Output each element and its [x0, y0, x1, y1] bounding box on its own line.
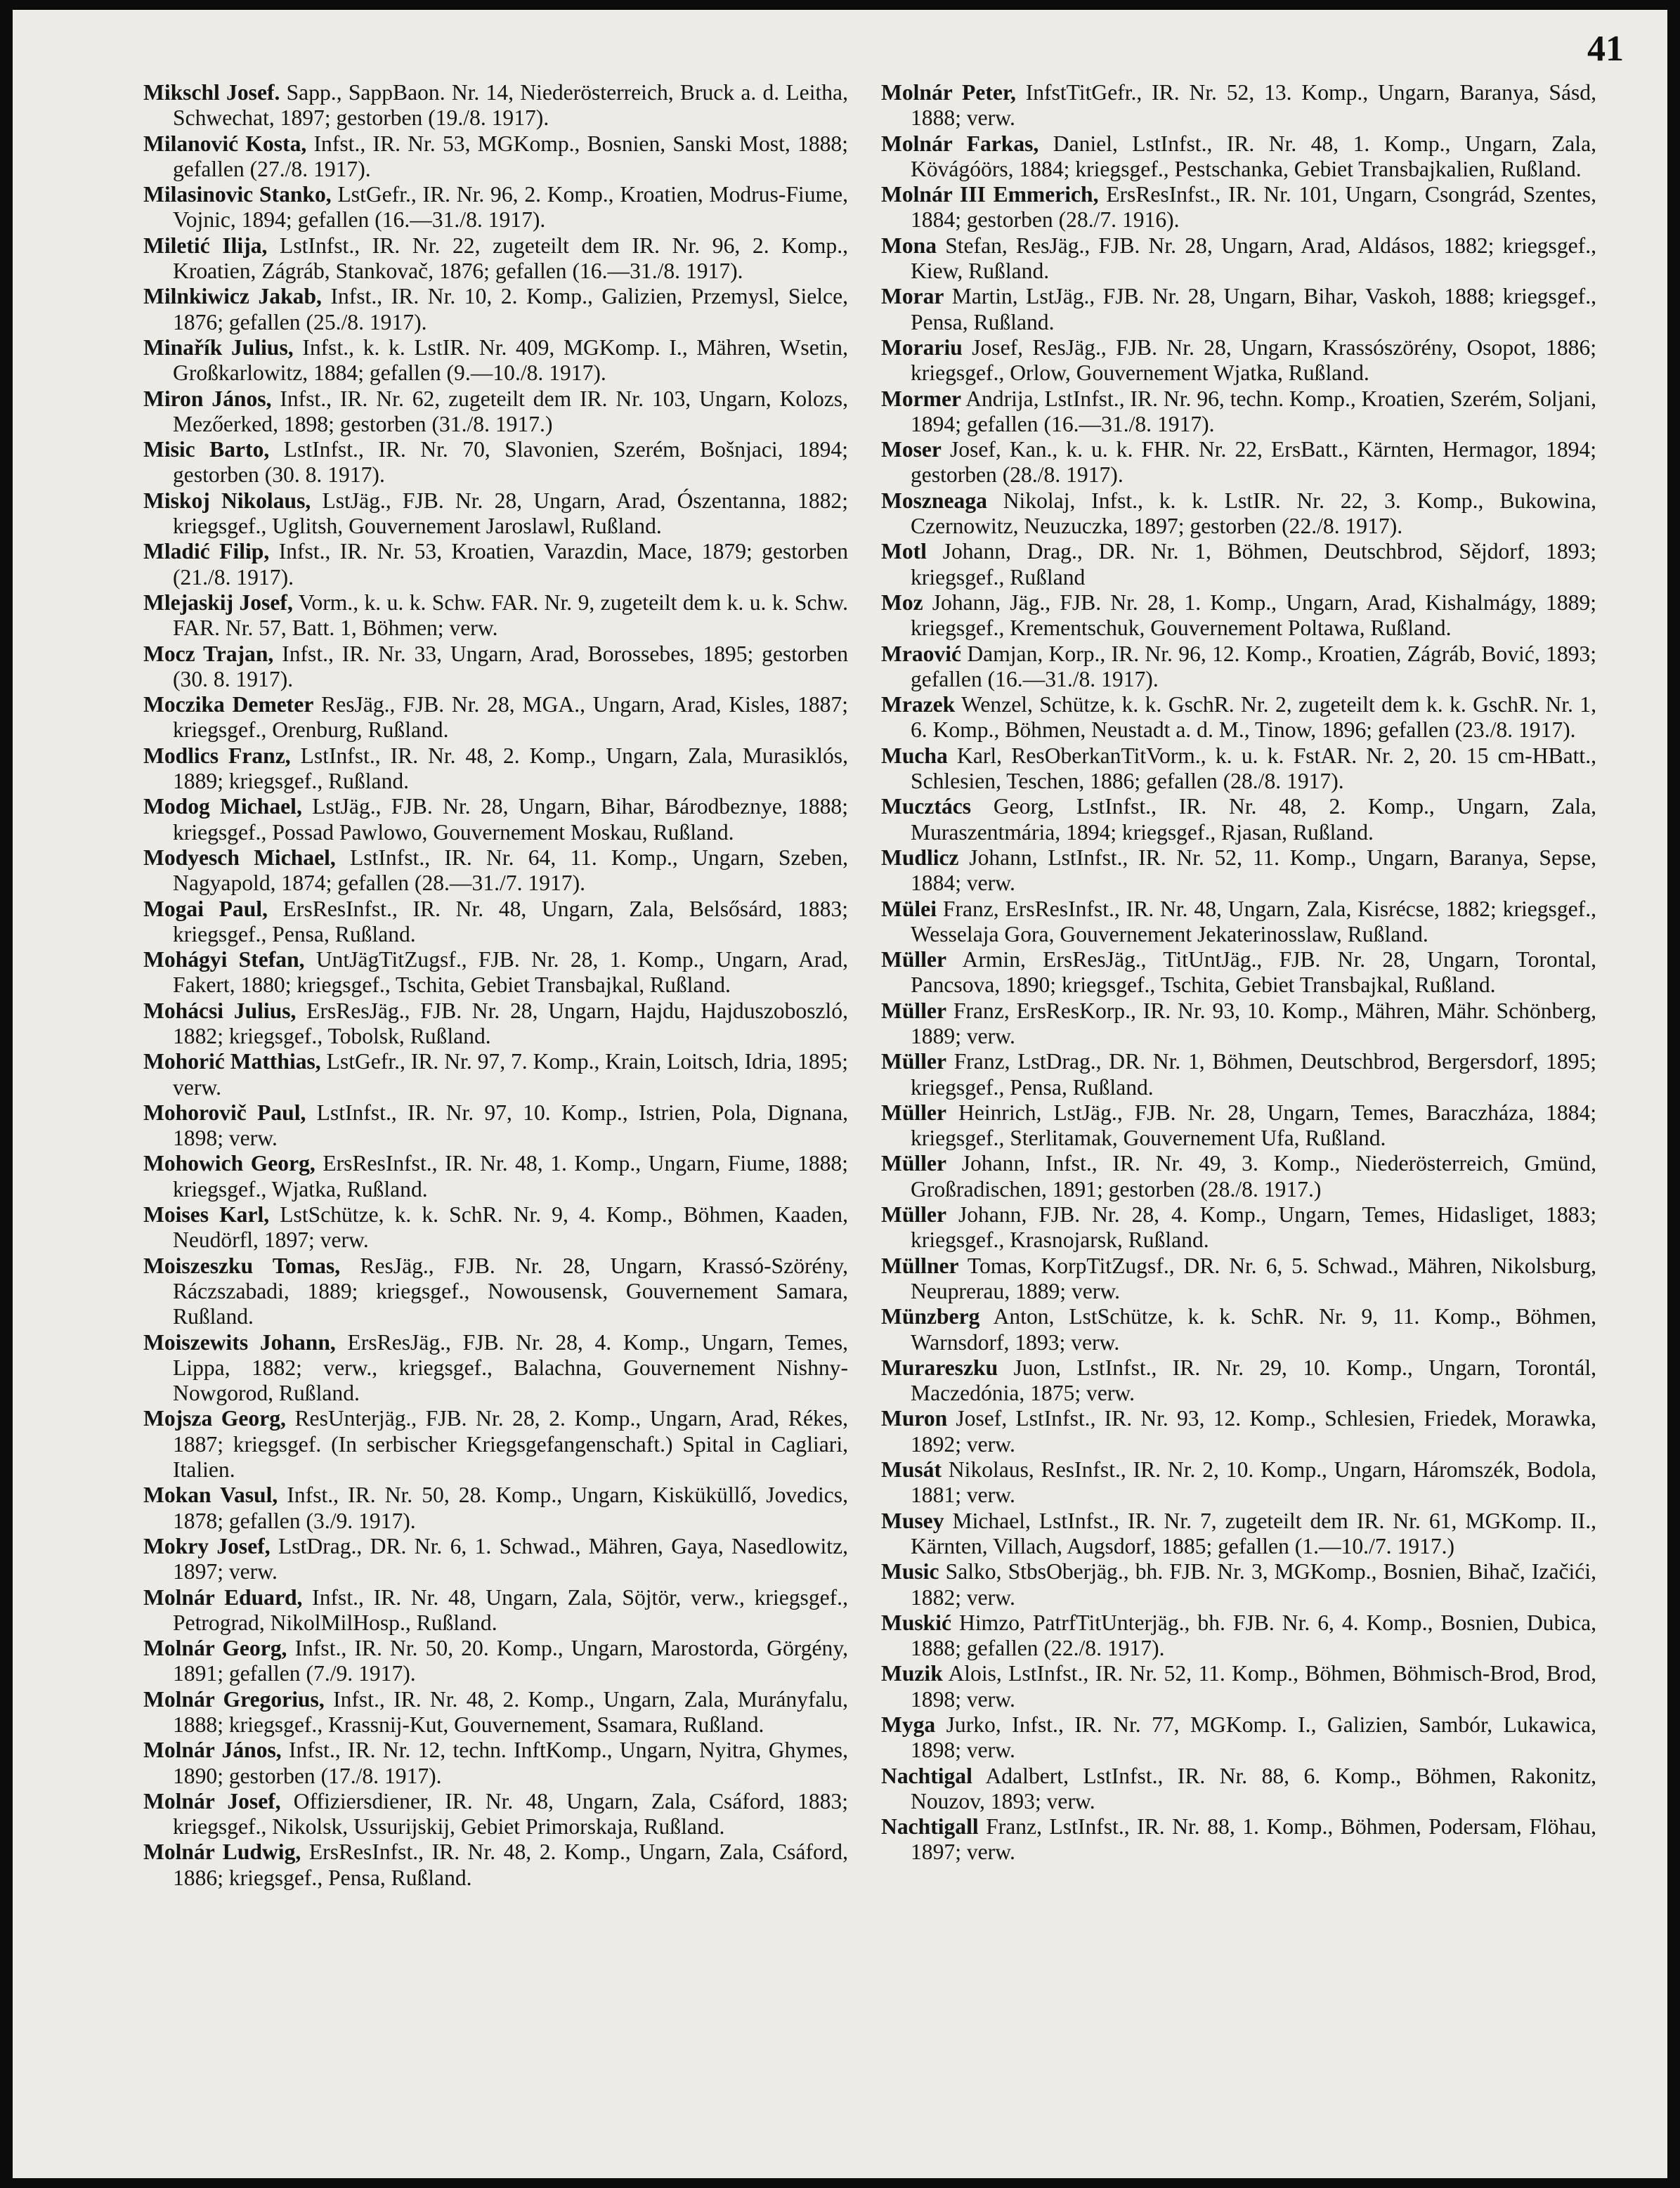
entry-name: Nachtigal	[881, 1763, 972, 1788]
entry-text: Vorm., k. u. k. Schw. FAR. Nr. 9, zugeteilt dem k. u. k. Schw. FAR. Nr. 57, Batt. 1, Böhmen; verw.	[173, 590, 848, 641]
entry-name: Mohorovič Paul,	[143, 1100, 306, 1125]
list-entry	[881, 845, 1596, 897]
entry-name: Milasinovic Stanko,	[143, 182, 332, 207]
entry-name: Mikschl Josef.	[143, 80, 280, 105]
entry-name: Mohágyi Stefan,	[143, 947, 305, 972]
entry-text: LstGefr., IR. Nr. 97, 7. Komp., Krain, Loitsch, Idria, 1895; verw.	[173, 1049, 848, 1100]
entry-text: Franz, ErsResInfst., IR. Nr. 48, Ungarn, Zala, Kisrécse, 1882; kriegsgef., Wesselaja Gora, Gouvernement Jekaterinosslaw, Rußland.	[911, 896, 1596, 946]
entry-name: Münzberg	[881, 1304, 980, 1329]
entry-text: Damjan, Korp., IR. Nr. 96, 12. Komp., Kroatien, Zágráb, Bović, 1893; gefallen (16.—31./8. 1917).	[911, 641, 1596, 691]
entry-name: Mokry Josef,	[143, 1533, 271, 1558]
entry-name: Myga	[881, 1712, 936, 1737]
entry-text: Johann, Drag., DR. Nr. 1, Böhmen, Deutschbrod, Sějdorf, 1893; kriegsgef., Rußland	[911, 539, 1596, 590]
entry-name: Motl	[881, 539, 927, 564]
list-entry	[881, 437, 1596, 488]
list-entry	[143, 539, 848, 590]
entry-name: Misic Barto,	[143, 437, 270, 462]
entry-text: LstJäg., FJB. Nr. 28, Ungarn, Bihar, Bárodbeznye, 1888; kriegsgef., Possad Pawlowo, Gouvernement Moskau, Rußland.	[173, 794, 848, 845]
entry-name: Moiszewits Johann,	[143, 1329, 336, 1355]
entry-name: Müller	[881, 1151, 946, 1176]
list-entry	[143, 1789, 848, 1840]
entry-name: Mokan Vasul,	[143, 1483, 278, 1508]
list-entry	[881, 1100, 1596, 1152]
list-entry	[143, 1483, 848, 1534]
list-entry	[881, 743, 1596, 795]
list-entry	[881, 1559, 1596, 1610]
list-entry	[143, 1406, 848, 1483]
entry-text: Karl, ResOberkanTitVorm., k. u. k. FstAR. Nr. 2, 20. 15 cm-HBatt., Schlesien, Teschen, 1886; gefallen (28./8. 1917).	[911, 743, 1596, 794]
entry-text: ErsResInfst., IR. Nr. 48, 1. Komp., Ungarn, Fiume, 1888; kriegsgef., Wjatka, Rußland.	[173, 1151, 848, 1202]
list-entry	[881, 1049, 1596, 1100]
entry-name: Moz	[881, 590, 923, 615]
entry-text: Franz, ErsResKorp., IR. Nr. 93, 10. Komp., Mähren, Mähr. Schönberg, 1889; verw.	[911, 998, 1596, 1048]
entry-name: Milnkiwicz Jakab,	[143, 284, 322, 309]
entry-text: Infst., IR. Nr. 50, 20. Komp., Ungarn, Marostorda, Görgény, 1891; gefallen (7./9. 1917).	[173, 1636, 848, 1686]
list-entry	[143, 642, 848, 693]
entry-text: ErsResInfst., IR. Nr. 101, Ungarn, Csongrád, Szentes, 1884; gestorben (28./7. 1916).	[911, 182, 1596, 233]
list-entry	[143, 1636, 848, 1687]
entry-name: Molnár Ludwig,	[143, 1839, 301, 1865]
entry-name: Morar	[881, 284, 944, 309]
entry-name: Mormer	[881, 386, 962, 411]
entry-name: Müller	[881, 947, 946, 972]
entry-text: Infst., IR. Nr. 50, 28. Komp., Ungarn, Kisküküllő, Jovedics, 1878; gefallen (3./9. 1917).	[173, 1483, 848, 1533]
list-entry	[881, 131, 1596, 183]
list-entry	[143, 335, 848, 386]
list-entry	[881, 182, 1596, 233]
entry-text: ResJäg., FJB. Nr. 28, Ungarn, Krassó-Szörény, Ráczszabadi, 1889; kriegsgef., Nowousensk, Gouvernement Samara, Rußland.	[173, 1253, 848, 1329]
entry-text: Alois, LstInfst., IR. Nr. 52, 11. Komp., Böhmen, Böhmisch-Brod, Brod, 1898; verw.	[911, 1661, 1596, 1712]
list-entry	[881, 947, 1596, 998]
list-entry	[143, 1687, 848, 1738]
entry-name: Molnár Farkas,	[881, 131, 1039, 156]
list-entry	[881, 1712, 1596, 1764]
entry-name: Miletić Ilija,	[143, 233, 268, 258]
list-entry	[881, 1151, 1596, 1202]
entry-text: Heinrich, LstJäg., FJB. Nr. 28, Ungarn, Temes, Baraczháza, 1884; kriegsgef., Sterlitamak, Gouvernement Ufa, Rußland.	[911, 1100, 1596, 1151]
entry-text: Daniel, LstInfst., IR. Nr. 48, 1. Komp., Ungarn, Zala, Kövágóörs, 1884; kriegsgef., Pestschanka, Gebiet Transbajkalien, Rußland.	[911, 131, 1596, 181]
entry-name: Morariu	[881, 334, 963, 360]
entry-name: Mudlicz	[881, 845, 959, 870]
list-entry	[143, 998, 848, 1050]
entry-text: Josef, LstInfst., IR. Nr. 93, 12. Komp., Schlesien, Friedek, Morawka, 1892; verw.	[911, 1406, 1596, 1457]
entry-text: Infst., k. k. LstIR. Nr. 409, MGKomp. I., Mähren, Wsetin, Großkarlowitz, 1884; gefallen (9.—10./8. 1917).	[173, 334, 848, 386]
list-entry	[143, 743, 848, 795]
entry-text: LstInfst., IR. Nr. 64, 11. Komp., Ungarn, Szeben, Nagyapold, 1874; gefallen (28.—31./7. 1917).	[173, 845, 848, 896]
entry-name: Molnár Eduard,	[143, 1584, 303, 1610]
list-entry	[881, 1509, 1596, 1560]
entry-text: Infst., IR. Nr. 12, techn. InftKomp., Ungarn, Nyitra, Ghymes, 1890; gestorben (17./8. 1917).	[173, 1738, 848, 1788]
document-page	[13, 10, 1667, 2178]
entry-name: Molnár János,	[143, 1738, 282, 1763]
entry-text: Adalbert, LstInfst., IR. Nr. 88, 6. Komp., Böhmen, Rakonitz, Nouzov, 1893; verw.	[911, 1763, 1596, 1813]
entry-text: Infst., IR. Nr. 10, 2. Komp., Galizien, Przemysl, Sielce, 1876; gefallen (25./8. 1917).	[173, 284, 848, 334]
list-entry	[881, 335, 1596, 386]
list-entry	[143, 897, 848, 948]
entry-text: Infst., IR. Nr. 62, zugeteilt dem IR. Nr. 103, Ungarn, Kolozs, Mezőerked, 1898; gestorben (31./8. 1917.)	[173, 386, 848, 436]
entry-name: Modlics Franz,	[143, 743, 291, 768]
entry-name: Music	[881, 1559, 939, 1584]
entry-name: Molnár Georg,	[143, 1636, 287, 1661]
entry-text: LstGefr., IR. Nr. 96, 2. Komp., Kroatien, Modrus-Fiume, Vojnic, 1894; gefallen (16.—31./8. 1917).	[173, 182, 848, 233]
entry-text: ErsResInfst., IR. Nr. 48, 2. Komp., Ungarn, Zala, Csáford, 1886; kriegsgef., Pensa, Rußland.	[173, 1839, 848, 1890]
list-entry	[881, 1764, 1596, 1815]
entry-name: Musát	[881, 1457, 942, 1483]
entry-name: Moiszeszku Tomas,	[143, 1253, 341, 1278]
list-entry	[881, 539, 1596, 590]
list-entry	[143, 947, 848, 998]
entry-text: Anton, LstSchütze, k. k. SchR. Nr. 9, 11. Komp., Böhmen, Warnsdorf, 1893; verw.	[911, 1304, 1596, 1355]
entry-text: LstInfst., IR. Nr. 70, Slavonien, Szerém, Bošnjaci, 1894; gestorben (30. 8. 1917).	[173, 437, 848, 488]
entry-text: Himzo, PatrfTitUnterjäg., bh. FJB. Nr. 6, 4. Komp., Bosnien, Dubica, 1888; gefallen (22./8. 1917).	[911, 1610, 1596, 1661]
entry-name: Musey	[881, 1508, 944, 1533]
entry-text: Nikolaj, Infst., k. k. LstIR. Nr. 22, 3. Komp., Bukowina, Czernowitz, Neuzuczka, 1897; gestorben (22./8. 1917).	[911, 488, 1596, 539]
entry-name: Mogai Paul,	[143, 896, 268, 921]
list-entry	[881, 1814, 1596, 1865]
list-entry	[881, 386, 1596, 438]
entry-name: Mohorić Matthias,	[143, 1049, 321, 1074]
entry-name: Murareszku	[881, 1355, 998, 1380]
list-entry	[881, 642, 1596, 693]
entry-name: Mohowich Georg,	[143, 1151, 315, 1176]
entry-text: Michael, LstInfst., IR. Nr. 7, zugeteilt dem IR. Nr. 61, MGKomp. II., Kärnten, Villach, Augsdorf, 1885; gefallen (1.—10./7. 1917.)	[911, 1508, 1596, 1558]
list-entry	[143, 1534, 848, 1585]
entry-name: Mocz Trajan,	[143, 641, 274, 666]
left-column	[143, 80, 848, 2157]
list-entry	[143, 233, 848, 285]
list-entry	[881, 1355, 1596, 1407]
entry-name: Mülei	[881, 896, 937, 921]
entry-text: Stefan, ResJäg., FJB. Nr. 28, Ungarn, Arad, Aldásos, 1882; kriegsgef., Kiew, Rußland.	[911, 233, 1596, 284]
list-entry	[881, 794, 1596, 845]
entry-text: ErsResJäg., FJB. Nr. 28, 4. Komp., Ungarn, Temes, Lippa, 1882; verw., kriegsgef., Balachna, Gouvernement Nishny-Nowgorod, Rußland.	[173, 1329, 848, 1406]
entry-name: Molnár Gregorius,	[143, 1686, 325, 1712]
list-entry	[881, 998, 1596, 1050]
entry-name: Mrazek	[881, 692, 956, 717]
list-entry	[143, 1585, 848, 1636]
entry-name: Mladić Filip,	[143, 539, 270, 564]
list-entry	[143, 1049, 848, 1100]
entry-name: Muzik	[881, 1661, 943, 1686]
entry-text: Infst., IR. Nr. 48, 2. Komp., Ungarn, Zala, Murányfalu, 1888; kriegsgef., Krassnij-Kut, Gouvernement, Ssamara, Rußland.	[173, 1686, 848, 1737]
list-entry	[881, 1610, 1596, 1662]
entry-text: LstSchütze, k. k. SchR. Nr. 9, 4. Komp., Böhmen, Kaaden, Neudörfl, 1897; verw.	[173, 1202, 848, 1253]
entry-name: Miskoj Nikolaus,	[143, 488, 311, 513]
entry-text: Armin, ErsResJäg., TitUntJäg., FJB. Nr. 28, Ungarn, Torontal, Pancsova, 1890; kriegsgef., Tschita, Gebiet Transbajkal, Rußland.	[911, 947, 1596, 998]
list-entry	[881, 1202, 1596, 1253]
entry-text: Josef, ResJäg., FJB. Nr. 28, Ungarn, Krassószörény, Osopot, 1886; kriegsgef., Orlow, Gouvernement Wjatka, Rußland.	[911, 334, 1596, 386]
entry-text: Franz, LstInfst., IR. Nr. 88, 1. Komp., Böhmen, Podersam, Flöhau, 1897; verw.	[911, 1814, 1596, 1865]
list-entry	[143, 1839, 848, 1891]
list-entry	[143, 386, 848, 438]
entry-text: Juon, LstInfst., IR. Nr. 29, 10. Komp., Ungarn, Torontál, Maczedónia, 1875; verw.	[911, 1355, 1596, 1406]
list-entry	[143, 1100, 848, 1152]
entry-name: Mona	[881, 233, 937, 258]
entry-text: UntJägTitZugsf., FJB. Nr. 28, 1. Komp., Ungarn, Arad, Fakert, 1880; kriegsgef., Tschita, Gebiet Transbajkal, Rußland.	[173, 947, 848, 998]
page-number: 41	[1587, 29, 1624, 69]
entry-name: Milanović Kosta,	[143, 131, 307, 156]
entry-text: Franz, LstDrag., DR. Nr. 1, Böhmen, Deutschbrod, Bergersdorf, 1895; kriegsgef., Pensa, Rußland.	[911, 1049, 1596, 1100]
entry-text: ResUnterjäg., FJB. Nr. 28, 2. Komp., Ungarn, Arad, Rékes, 1887; kriegsgef. (In serbischer Kriegsgefangenschaft.) Spital in Cagliari, Italien.	[173, 1406, 848, 1483]
list-entry	[143, 131, 848, 183]
entry-name: Moises Karl,	[143, 1202, 270, 1228]
entry-name: Molnár Peter,	[881, 80, 1016, 105]
entry-text: LstJäg., FJB. Nr. 28, Ungarn, Arad, Ószentanna, 1882; kriegsgef., Uglitsh, Gouvernement Jaroslawl, Rußland.	[173, 488, 848, 539]
list-entry	[143, 1330, 848, 1407]
entry-text: Johann, Jäg., FJB. Nr. 28, 1. Komp., Ungarn, Arad, Kishalmágy, 1889; kriegsgef., Krementschuk, Gouvernement Poltawa, Rußland.	[911, 590, 1596, 641]
entry-text: LstInfst., IR. Nr. 22, zugeteilt dem IR. Nr. 96, 2. Komp., Kroatien, Zágráb, Stankovač, 1876; gefallen (16.—31./8. 1917).	[173, 233, 848, 284]
entry-name: Müllner	[881, 1253, 959, 1278]
entry-name: Müller	[881, 1202, 946, 1228]
entry-name: Molnár Josef,	[143, 1788, 281, 1813]
list-entry	[143, 284, 848, 335]
list-entry	[881, 692, 1596, 743]
entry-text: Infst., IR. Nr. 33, Ungarn, Arad, Borossebes, 1895; gestorben (30. 8. 1917).	[173, 641, 848, 691]
entry-name: Moszneaga	[881, 488, 987, 513]
entry-text: LstInfst., IR. Nr. 97, 10. Komp., Istrien, Pola, Dignana, 1898; verw.	[173, 1100, 848, 1151]
entry-text: Johann, FJB. Nr. 28, 4. Komp., Ungarn, Temes, Hidasliget, 1883; kriegsgef., Krasnojarsk, Rußland.	[911, 1202, 1596, 1253]
list-entry	[143, 182, 848, 233]
entry-name: Modog Michael,	[143, 794, 302, 819]
list-entry	[881, 1406, 1596, 1457]
right-column	[881, 80, 1596, 2157]
list-entry	[881, 1661, 1596, 1712]
entry-name: Mojsza Georg,	[143, 1406, 286, 1431]
list-entry	[143, 845, 848, 897]
entry-text: ErsResInfst., IR. Nr. 48, Ungarn, Zala, Belsősárd, 1883; kriegsgef., Pensa, Rußland.	[173, 896, 848, 946]
entry-name: Müller	[881, 998, 946, 1023]
list-entry	[881, 233, 1596, 285]
entry-name: Mucha	[881, 743, 948, 768]
entry-text: Jurko, Infst., IR. Nr. 77, MGKomp. I., Galizien, Sambór, Lukawica, 1898; verw.	[911, 1712, 1596, 1763]
entry-text: Georg, LstInfst., IR. Nr. 48, 2. Komp., Ungarn, Zala, Muraszentmária, 1894; kriegsgef., Rjasan, Rußland.	[911, 794, 1596, 845]
list-entry	[881, 897, 1596, 948]
entry-text: Wenzel, Schütze, k. k. GschR. Nr. 2, zugeteilt dem k. k. GschR. Nr. 1, 6. Komp., Böhmen, Neustadt a. d. M., Tinow, 1896; gefallen (23./8. 1917).	[911, 692, 1596, 743]
list-entry	[143, 1253, 848, 1330]
entry-text: Johann, Infst., IR. Nr. 49, 3. Komp., Niederösterreich, Gmünd, Großradischen, 1891; gestorben (28./8. 1917.)	[911, 1151, 1596, 1202]
entry-text: Salko, StbsOberjäg., bh. FJB. Nr. 3, MGKomp., Bosnien, Bihač, Izačići, 1882; verw.	[911, 1559, 1596, 1610]
entry-text: ResJäg., FJB. Nr. 28, MGA., Ungarn, Arad, Kisles, 1887; kriegsgef., Orenburg, Rußland.	[173, 692, 848, 743]
entry-text: Infst., IR. Nr. 48, Ungarn, Zala, Söjtör, verw., kriegsgef., Petrograd, NikolMilHosp., Rußland.	[173, 1584, 848, 1635]
entry-text: Josef, Kan., k. u. k. FHR. Nr. 22, ErsBatt., Kärnten, Hermagor, 1894; gestorben (28./8. 1917).	[911, 437, 1596, 488]
entry-name: Mraović	[881, 641, 962, 666]
entry-text: LstInfst., IR. Nr. 48, 2. Komp., Ungarn, Zala, Murasiklós, 1889; kriegsgef., Rußland.	[173, 743, 848, 794]
entry-name: Müller	[881, 1049, 946, 1074]
entry-name: Müller	[881, 1100, 946, 1125]
list-entry	[143, 1151, 848, 1202]
entry-name: Moser	[881, 437, 942, 462]
entry-name: Muron	[881, 1406, 948, 1431]
list-entry	[143, 794, 848, 845]
entry-name: Miron János,	[143, 386, 272, 411]
entry-text: Offiziersdiener, IR. Nr. 48, Ungarn, Zala, Csáford, 1883; kriegsgef., Nikolsk, Ussurijskij, Gebiet Primorskaja, Rußland.	[173, 1788, 848, 1839]
entry-text: Infst., IR. Nr. 53, Kroatien, Varazdin, Mace, 1879; gestorben (21./8. 1917).	[173, 539, 848, 590]
entry-name: Mlejaskij Josef,	[143, 590, 293, 615]
entry-text: Infst., IR. Nr. 53, MGKomp., Bosnien, Sanski Most, 1888; gefallen (27./8. 1917).	[173, 131, 848, 181]
entry-name: Muskić	[881, 1610, 952, 1635]
list-entry	[881, 590, 1596, 642]
entry-text: Johann, LstInfst., IR. Nr. 52, 11. Komp., Ungarn, Baranya, Sepse, 1884; verw.	[911, 845, 1596, 896]
entry-text: Nikolaus, ResInfst., IR. Nr. 2, 10. Komp., Ungarn, Háromszék, Bodola, 1881; verw.	[911, 1457, 1596, 1508]
list-entry	[143, 590, 848, 642]
entry-text: Sapp., SappBaon. Nr. 14, Niederösterreich, Bruck a. d. Leitha, Schwechat, 1897; gestorben (19./8. 1917).	[173, 80, 848, 131]
list-entry	[143, 1202, 848, 1253]
list-entry	[143, 1738, 848, 1789]
entry-name: Moczika Demeter	[143, 692, 314, 717]
list-entry	[881, 1253, 1596, 1305]
list-entry	[143, 488, 848, 540]
entry-name: Mohácsi Julius,	[143, 998, 297, 1023]
entry-name: Nachtigall	[881, 1814, 979, 1839]
list-entry	[143, 80, 848, 131]
list-entry	[881, 80, 1596, 131]
entry-text: InfstTitGefr., IR. Nr. 52, 13. Komp., Ungarn, Baranya, Sásd, 1888; verw.	[911, 80, 1596, 131]
entry-name: Modyesch Michael,	[143, 845, 336, 870]
entry-text: ErsResJäg., FJB. Nr. 28, Ungarn, Hajdu, Hajduszoboszló, 1882; kriegsgef., Tobolsk, Rußland.	[173, 998, 848, 1048]
list-entry	[881, 284, 1596, 335]
list-entry	[143, 692, 848, 743]
entry-text: LstDrag., DR. Nr. 6, 1. Schwad., Mähren, Gaya, Nasedlowitz, 1897; verw.	[173, 1533, 848, 1584]
entry-name: Minařík Julius,	[143, 334, 294, 360]
entry-name: Mucztács	[881, 794, 972, 819]
entry-text: Martin, LstJäg., FJB. Nr. 28, Ungarn, Bihar, Vaskoh, 1888; kriegsgef., Pensa, Rußland.	[911, 284, 1596, 334]
list-entry	[881, 1457, 1596, 1509]
list-entry	[143, 437, 848, 488]
list-entry	[881, 488, 1596, 540]
entry-name: Molnár III Emmerich,	[881, 182, 1099, 207]
entry-text: Tomas, KorpTitZugsf., DR. Nr. 6, 5. Schwad., Mähren, Nikolsburg, Neuprerau, 1889; verw.	[911, 1253, 1596, 1303]
entry-text: Andrija, LstInfst., IR. Nr. 96, techn. Komp., Kroatien, Szerém, Soljani, 1894; gefallen (16.—31./8. 1917).	[911, 386, 1596, 436]
list-entry	[881, 1304, 1596, 1355]
